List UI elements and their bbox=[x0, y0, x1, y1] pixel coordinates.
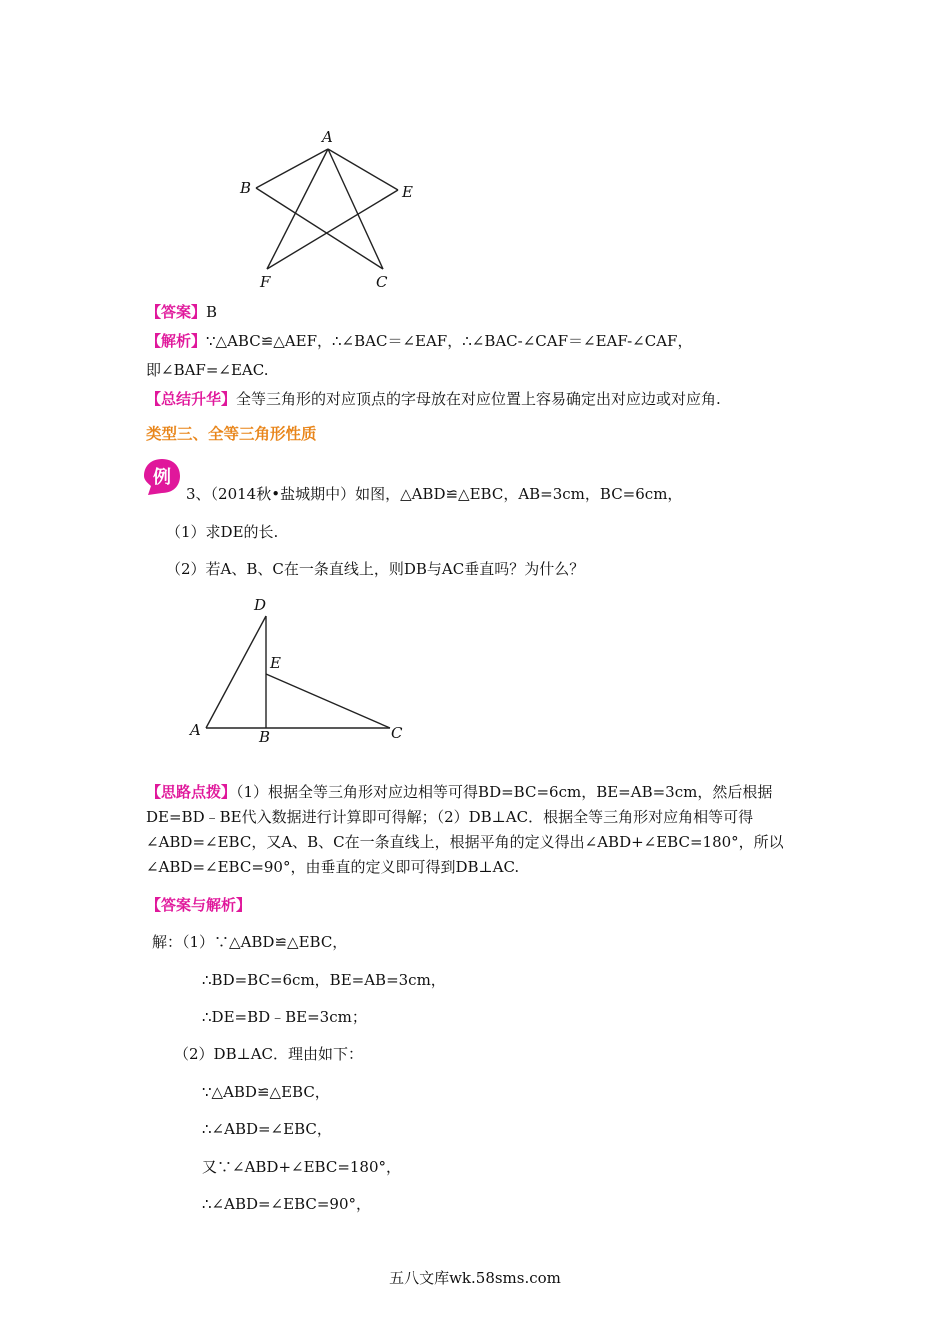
segment-EC bbox=[266, 674, 390, 728]
label-B: B bbox=[259, 728, 271, 746]
question-2: （2）若A、B、C在一条直线上，则DB与AC垂直吗？为什么？ bbox=[166, 560, 585, 578]
hint-line-4: ∠ABD=∠EBC=90°，由垂直的定义即可得到DB⊥AC. bbox=[146, 858, 520, 876]
analysis-line-2: 即∠BAF=∠EAC. bbox=[146, 361, 269, 379]
hint-line-3: ∠ABD=∠EBC，又A、B、C在一条直线上，根据平角的定义得出∠ABD+∠EBC=180°，所以 bbox=[146, 833, 784, 851]
solution-line-4: （2）DB⊥AC．理由如下： bbox=[174, 1045, 364, 1063]
solution-line-8: ∴∠ABD=∠EBC=90°， bbox=[202, 1195, 372, 1213]
solution-line-5: ∵△ABD≌△EBC， bbox=[202, 1083, 330, 1101]
answer-line bbox=[146, 301, 217, 322]
summary-text: 全等三角形的对应顶点的字母放在对应位置上容易确定出对应边或对应角. bbox=[236, 390, 721, 408]
question-1: （1）求DE的长. bbox=[166, 523, 279, 541]
example-badge-icon bbox=[142, 456, 182, 496]
label-F: F bbox=[260, 273, 271, 291]
label-A: A bbox=[190, 721, 201, 739]
solution-line-7: 又∵∠ABD+∠EBC=180°， bbox=[202, 1158, 402, 1176]
figure-right-triangles bbox=[180, 592, 420, 752]
answer-tag: 【答案】 bbox=[146, 303, 207, 321]
example-stem: 3、（2014秋•盐城期中）如图，△ABD≌△EBC，AB=3cm，BC=6cm， bbox=[186, 485, 683, 503]
label-E: E bbox=[402, 183, 413, 201]
segment-AE bbox=[328, 149, 398, 190]
summary-line bbox=[146, 388, 721, 409]
solution-line-6: ∴∠ABD=∠EBC， bbox=[202, 1120, 332, 1138]
answer-analysis-tag: 【答案与解析】 bbox=[146, 896, 252, 914]
summary-tag: 【总结升华】 bbox=[146, 390, 237, 408]
solution-line-2: ∴BD=BC=6cm，BE=AB=3cm， bbox=[202, 971, 446, 989]
hint-text-1: （1）根据全等三角形对应边相等可得BD=BC=6cm，BE=AB=3cm，然后根据 bbox=[236, 783, 773, 801]
label-A: A bbox=[322, 128, 333, 146]
segment-AB bbox=[256, 149, 328, 188]
page-footer: 五八文库wk.58sms.com bbox=[389, 1269, 561, 1287]
hint-tag: 【思路点拨】 bbox=[146, 783, 237, 801]
hint-line-2: DE=BD﹣BE代入数据进行计算即可得解；（2）DB⊥AC．根据全等三角形对应角相等可得 bbox=[146, 808, 754, 826]
solution-line-1: 解：（1）∵△ABD≌△EBC， bbox=[152, 933, 348, 951]
segment-DA bbox=[206, 616, 266, 728]
label-D: D bbox=[254, 596, 267, 614]
label-C: C bbox=[376, 273, 388, 291]
figure-star-triangles bbox=[230, 125, 430, 295]
analysis-line-1 bbox=[146, 330, 692, 351]
label-E: E bbox=[270, 654, 281, 672]
hint-line-1 bbox=[146, 781, 772, 802]
analysis-text-1: ∵△ABC≌△AEF，∴∠BAC＝∠EAF，∴∠BAC-∠CAF＝∠EAF-∠CAF， bbox=[206, 332, 693, 350]
example-badge-label: 例 bbox=[153, 467, 171, 488]
label-C: C bbox=[391, 724, 403, 742]
answer-text: B bbox=[206, 303, 218, 321]
label-B: B bbox=[240, 179, 252, 197]
analysis-tag: 【解析】 bbox=[146, 332, 207, 350]
solution-line-3: ∴DE=BD﹣BE=3cm； bbox=[202, 1008, 367, 1026]
section-heading: 类型三、全等三角形性质 bbox=[146, 424, 317, 443]
